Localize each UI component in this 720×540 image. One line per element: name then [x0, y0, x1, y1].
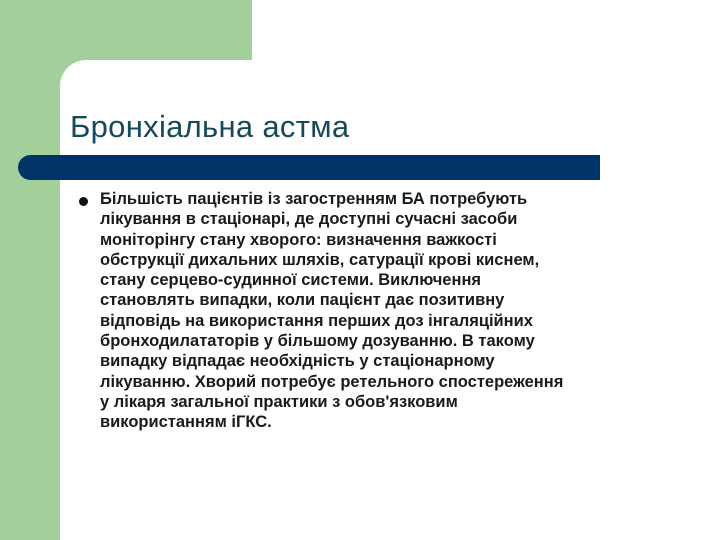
bullet-line: використанням іГКС.: [100, 413, 272, 432]
bullet-paragraph: [100, 189, 705, 433]
bullet-point-icon: [79, 197, 88, 206]
bullet-line: стану серцево-судинної системи. Виключення: [100, 271, 482, 290]
bullet-line: моніторінгу стану хворого: визначення важкості: [100, 230, 497, 249]
bullet-line: лікуванню. Хворий потребує ретельного спостереження: [100, 372, 564, 391]
bullet-line: лікування в стаціонарі, де доступні сучасні засоби: [100, 210, 518, 229]
bullet-line: у лікаря загальної практики з обов'язковим: [100, 392, 458, 411]
bullet-line: Більшість пацієнтів із загостренням БА потребують: [100, 190, 528, 208]
bullet-line: бронходилататорів у більшому дозуванню. В такому: [100, 332, 535, 351]
bullet-line: відповідь на використання перших доз інгаляційних: [100, 311, 533, 330]
bullet-line: обструкції дихальних шляхів, сатурації крові киснем,: [100, 250, 540, 269]
bullet-line: становлять випадки, коли пацієнт дає позитивну: [100, 291, 505, 310]
title-underline-bar: [18, 155, 600, 180]
slide-title: Бронхіальна астма: [70, 109, 350, 144]
bullet-line: випадку відпадає необхідність у стаціонарному: [100, 352, 495, 371]
